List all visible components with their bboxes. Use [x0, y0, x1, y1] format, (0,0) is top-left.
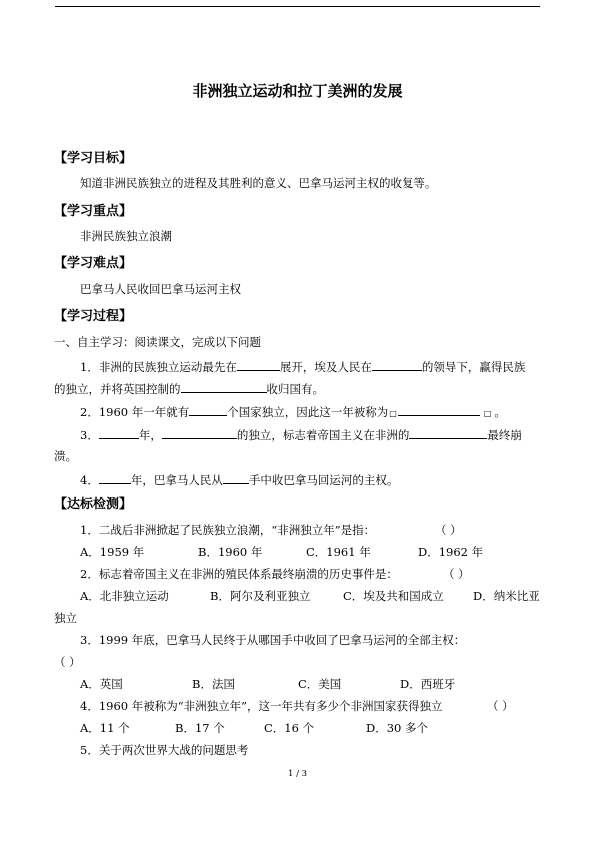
test-2-option-d[interactable]: D．纳米比亚 [473, 589, 540, 603]
test-2-option-d-continued: 独立 [54, 611, 77, 625]
close-box-glyph: □ [483, 409, 492, 418]
q2-text-c: 。 [494, 405, 506, 419]
q3-blank-1[interactable] [99, 426, 139, 439]
test-4-question: 4．1960 年被称为“非洲独立年”，这一年共有多少个非洲国家获得独立 [80, 699, 443, 713]
page-title: 非洲独立运动和拉丁美洲的发展 [192, 82, 403, 100]
q2-blank-2[interactable] [398, 403, 480, 416]
q1-text-b: 展开，埃及人民在 [279, 360, 372, 374]
test-2-question: 2．标志着帝国主义在非洲的殖民体系最终崩溃的历史事件是： [80, 567, 398, 581]
test-3-option-b[interactable]: B．法国 [192, 677, 235, 691]
test-1-option-d[interactable]: D．1962 年 [418, 545, 484, 559]
test-3-option-a[interactable]: A．英国 [80, 677, 123, 691]
key-text: 非洲民族独立浪潮 [80, 229, 172, 243]
q2-text-b: 个国家独立，因此这一年被称为 [227, 405, 389, 419]
question-4 [80, 471, 398, 487]
q1-text-c: 的领导下，赢得民族 [421, 360, 526, 374]
hard-heading: 【学习难点】 [54, 256, 133, 271]
test-1-answer-paren[interactable]: （ ） [435, 523, 462, 537]
q2-text-a: 2．1960 年一年就有 [80, 405, 190, 419]
test-2-option-c[interactable]: C．埃及共和国成立 [343, 589, 444, 603]
test-4-option-d[interactable]: D．30 多个 [366, 721, 429, 735]
test-4-option-a[interactable]: A．11 个 [80, 721, 130, 735]
q1-text-d: 的独立，并将英国控制的 [54, 382, 181, 396]
q4-text-c: 手中收巴拿马回运河的主权。 [248, 473, 399, 487]
test-3-question: 3．1999 年底，巴拿马人民终于从哪国手中收回了巴拿马运河的全部主权： [80, 633, 466, 647]
q1-text-e: 收归国有。 [266, 382, 324, 396]
q4-text-b: 年，巴拿马人民从 [130, 473, 223, 487]
test-1-option-b[interactable]: B．1960 年 [198, 545, 263, 559]
test-heading: 【达标检测】 [54, 497, 133, 512]
test-4-option-c[interactable]: C．16 个 [264, 721, 315, 735]
q3-blank-3[interactable] [409, 426, 487, 439]
process-heading: 【学习过程】 [54, 309, 133, 324]
test-5-question: 5．关于两次世界大战的问题思考 [80, 743, 249, 757]
test-3-option-d[interactable]: D．西班牙 [400, 677, 456, 691]
question-1-line-2 [54, 380, 324, 396]
open-box-glyph: □ [389, 409, 397, 418]
test-2-option-a[interactable]: A．北非独立运动 [80, 589, 169, 603]
q1-blank-3[interactable] [181, 380, 267, 393]
test-1-question: 1．二战后非洲掀起了民族独立浪潮，“非洲独立年”是指： [80, 523, 376, 537]
q3-text-a: 3． [80, 428, 99, 442]
q3-text-d: 最终崩 [487, 428, 522, 442]
question-3-line-1 [80, 426, 522, 442]
hard-text: 巴拿马人民收回巴拿马运河主权 [80, 282, 241, 296]
q1-blank-2[interactable] [372, 358, 422, 371]
header-rule [55, 6, 540, 7]
q1-text-a: 1．非洲的民族独立运动最先在 [80, 360, 237, 374]
q3-text-c: 的独立，标志着帝国主义在非洲的 [236, 428, 410, 442]
test-3-option-c[interactable]: C．美国 [298, 677, 342, 691]
q1-blank-1[interactable] [237, 358, 280, 371]
q4-blank-2[interactable] [223, 471, 249, 484]
q3-text-b: 年， [138, 428, 162, 442]
test-4-answer-paren[interactable]: （ ） [487, 699, 514, 713]
q2-blank-1[interactable] [189, 403, 227, 416]
question-3-line-2: 溃。 [54, 449, 77, 463]
question-1-line-1 [80, 358, 525, 374]
key-heading: 【学习重点】 [54, 204, 133, 219]
intro-line: 一、自主学习：阅读课文，完成以下问题 [54, 335, 261, 349]
q4-blank-1[interactable] [99, 471, 131, 484]
page-number: 1 / 3 [287, 769, 308, 779]
goal-heading: 【学习目标】 [54, 151, 133, 166]
question-2 [80, 403, 506, 421]
q4-text-a: 4． [80, 473, 99, 487]
test-2-answer-paren[interactable]: （ ） [443, 567, 470, 581]
goal-text: 知道非洲民族独立的进程及其胜利的意义、巴拿马运河主权的收复等。 [80, 176, 437, 190]
test-1-option-a[interactable]: A．1959 年 [80, 545, 145, 559]
test-4-option-b[interactable]: B．17 个 [175, 721, 225, 735]
q3-blank-2[interactable] [162, 426, 237, 439]
test-3-answer-paren[interactable]: （ ） [54, 655, 81, 669]
test-1-option-c[interactable]: C．1961 年 [306, 545, 371, 559]
test-2-option-b[interactable]: B．阿尔及利亚独立 [210, 589, 311, 603]
